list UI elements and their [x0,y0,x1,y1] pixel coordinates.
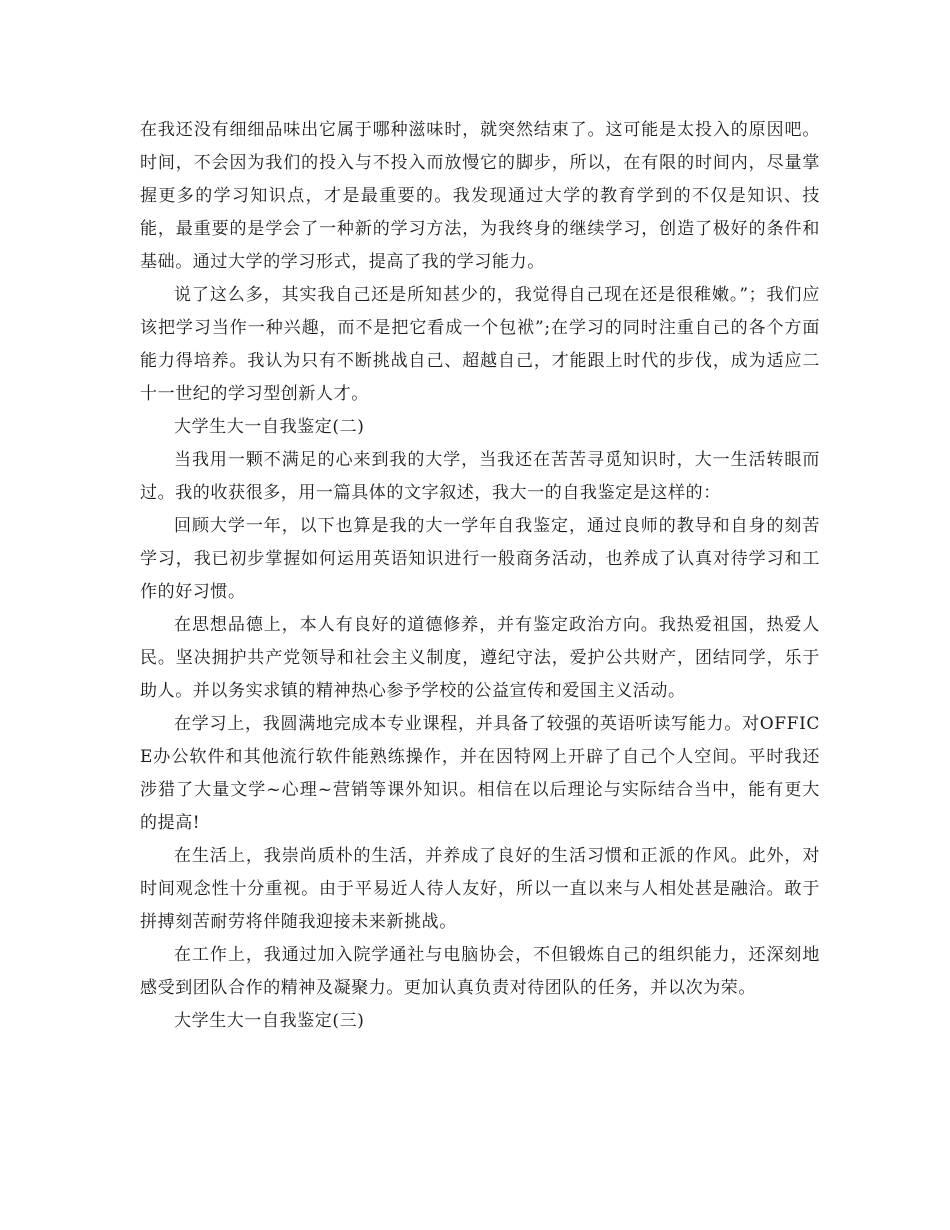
paragraph-reflection: 说了这么多，其实我自己还是所知甚少的，我觉得自己现在还是很稚嫩。”；我们应该把学习当作一种兴趣，而不是把它看成一个包袱”;在学习的同时注重自己的各个方面能力得培养。我认为只有不断挑战自己、超越自己，才能跟上时代的步伐，成为适应二十一世纪的学习型创新人才。 [140,285,820,404]
section-heading-3: 大学生大一自我鉴定(三) [174,1011,365,1031]
paragraph-review: 回顾大学一年，以下也算是我的大一学年自我鉴定，通过良师的教导和自身的刻苦学习，我已初步掌握如何运用英语知识进行一般商务活动，也养成了认真对待学习和工作的好习惯。 [140,516,820,602]
paragraph-study: 在学习上，我圆满地完成本专业课程，并具备了较强的英语听读写能力。对OFFICE办公软件和其他流行软件能熟练操作，并在因特网上开辟了自己个人空间。平时我还涉猎了大量文学~心理~营销等课外知识。相信在以后理论与实际结合当中，能有更大的提高! [140,714,820,833]
paragraph-life: 在生活上，我崇尚质朴的生活，并养成了良好的生活习惯和正派的作风。此外，对时间观念性十分重视。由于平易近人待人友好，所以一直以来与人相处甚是融洽。敢于拼搏刻苦耐劳将伴随我迎接未来新挑战。 [140,846,820,932]
document-body [140,114,820,1038]
paragraph-work: 在工作上，我通过加入院学通社与电脑协会，不但锻炼自己的组织能力，还深刻地感受到团队合作的精神及凝聚力。更加认真负责对待团队的任务，并以次为荣。 [140,945,820,998]
paragraph-opening: 当我用一颗不满足的心来到我的大学，当我还在苦苦寻觅知识时，大一生活转眼而过。我的收获很多，用一篇具体的文字叙述，我大一的自我鉴定是这样的： [140,450,820,503]
section-heading-2: 大学生大一自我鉴定(二) [174,417,365,437]
paragraph-intro-continuation: 在我还没有细细品味出它属于哪种滋味时，就突然结束了。这可能是太投入的原因吧。时间，不会因为我们的投入与不投入而放慢它的脚步，所以，在有限的时间内，尽量掌握更多的学习知识点，才是最重要的。我发现通过大学的教育学到的不仅是知识、技能，最重要的是学会了一种新的学习方法，为我终身的继续学习，创造了极好的条件和基础。通过大学的学习形式，提高了我的学习能力。 [140,120,820,272]
paragraph-morality: 在思想品德上，本人有良好的道德修养，并有鉴定政治方向。我热爱祖国，热爱人民。坚决拥护共产党领导和社会主义制度，遵纪守法，爱护公共财产，团结同学，乐于助人。并以务实求镇的精神热心参予学校的公益宣传和爱国主义活动。 [140,615,820,701]
